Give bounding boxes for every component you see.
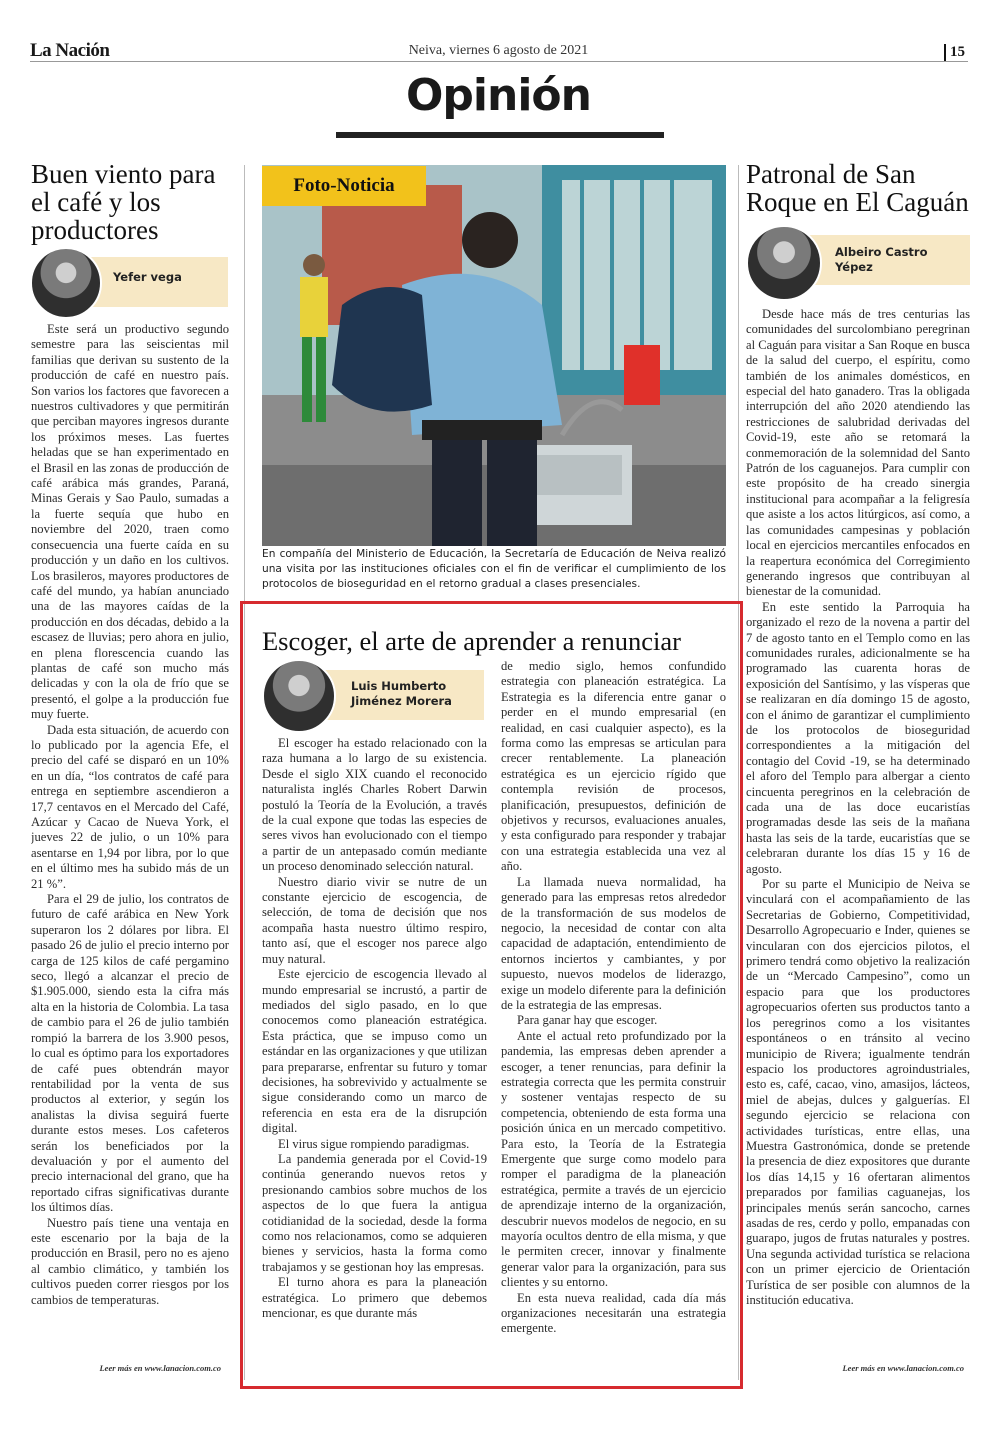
masthead-rule (30, 61, 968, 62)
newspaper-logo: La Nación (30, 40, 110, 61)
paragraph: Nuestro país tiene una ventaja en este escenario por la baja de la producción en Brasil, pero no es ajeno al cambio climático, y también los cultivos pueden correr riesgos por los cambios de temperaturas. (31, 1215, 229, 1307)
center-author-photo (262, 659, 336, 733)
paragraph: Este será un productivo segundo semestre para las seiscientas mil familias que derivan su sustento de la producción de café en nuestro país. Son varios los factores que favorecen a nuestros cultivadores y que permitirán que perciban mayores ingresos durante los próximos meses. Las fuertes heladas que se han experimentado en el Brasil en las zonas de producción de café arábica más grandes, Paraná, Minas Gerais y Sao Paulo, sumadas a la fuerte sequía que hubo en noviembre del 2020, traen como consecuencia una fuerte caída en su producción y un daño en los cultivos. Los brasileros, mayores productores de café del mundo, ya habían anunciado una de las mayores caídas de la producción en dos décadas, debido a la escasez de lluvias; pero ahora en julio, en plena florescencia cuando las plantas de café son mucho más delicadas y con la ola de frío que se presentó, el golpe a la producción fue muy fuerte. (31, 322, 229, 722)
center-author-first: Luis Humberto (351, 679, 447, 693)
paragraph: En esta nueva realidad, cada día más organizaciones necesitarán una estrategia emergente. (501, 1290, 726, 1336)
paragraph: de medio siglo, hemos confundido estrategia con planeación estratégica. La Estrategia es la diferencia entre ganar o perder en el mundo empresarial (en realidad, en casi cualquier aspecto), es la forma como las empresas se articulan para crecer rentablemente. La planeación estratégica es un ejercicio rígido que contempla revisión de procesos, planificación, presupuestos, definición de objetivos y recursos, evaluaciones anuales, y esta configurado para responder y trabajar con una estrategia establecida una vez al año. (501, 659, 726, 874)
paragraph: Ante el actual reto profundizado por la pandemia, las empresas deben aprender a escoger, a tener renuncias, para definir la estrategia correcta que les permita construir y sostener ventajas respecto de su competencia, obteniendo de esta forma una posición única en un mercado competitivo. Para esto, la Teoría de la Estrategia Emergente que surge como modelo para romper el paradigma de la planeación estratégica, permite a través de un ejercicio de aprendizaje interno de la organización, descubrir nuevos modelos de negocio, en su mayoría ocultos dentro de ella misma, y que le permiten crecer, innovar y finalmente generar valor para la organización, para sus clientes y su entorno. (501, 1028, 726, 1290)
center-article-title: Escoger, el arte de aprender a renunciar (262, 626, 682, 656)
right-author-last: Yépez (835, 260, 873, 274)
right-read-more-link[interactable]: Leer más en www.lanacion.com.co (842, 1363, 964, 1373)
paragraph: El virus sigue rompiendo paradigmas. (278, 1136, 470, 1151)
paragraph: Nuestro diario vivir se nutre de un constante ejercicio de escogencia, de selección, de toma de decisión que nos acompaña hasta nuestro último respiro, tanto así, que el escoger nos parece algo muy natural. (262, 874, 487, 966)
paragraph: Dada esta situación, de acuerdo con lo publicado por la agencia Efe, el precio del café se disparó en un 10% en un día, “los contratos de café para entrega en septiembre ascendieron a 17,7 centavos en el Mercado del Café, Azúcar y Cacao de Nueva York, el jueves 22 de julio, o un 10% para asentarse en 1,94 por libra, por lo que en el último mes ha subido más de un 21 %”. (31, 722, 229, 891)
section-title: Opinión (406, 70, 591, 121)
left-read-more-link[interactable]: Leer más en www.lanacion.com.co (99, 1363, 221, 1373)
left-author-photo (30, 247, 102, 319)
paragraph: Este ejercicio de escogencia llevado al mundo empresarial se incrustó, a partir de mediados del siglo pasado, en lo que conocemos como planeación estratégica. Esta práctica, que se impuso como un estándar en las organizaciones y que utilizan para prepararse, enfrentar su futuro y tomar decisiones, ha sobrevivido y actualmente se sigue considerando como un marco de referencia en esta era de la disrupción digital. (262, 967, 487, 1136)
left-article-body (31, 322, 229, 1362)
paragraph: El escoger ha estado relacionado con la raza humana a lo largo de su existencia. Desde el siglo XIX cuando el reconocido naturalista inglés Charles Robert Darwin postuló la Teoría de la Evolución, a través de la cual expone que todas las especies de seres vivos han evolucionado con el tiempo a partir de un antepasado común mediante un proceso denominado selección natural. (262, 736, 487, 874)
issue-date: Neiva, viernes 6 agosto de 2021 (408, 43, 589, 58)
paragraph: El turno ahora es para la planeación estratégica. Lo primero que debemos mencionar, es que durante más (262, 1275, 487, 1321)
paragraph: Para ganar hay que escoger. (517, 1013, 658, 1028)
paragraph: En este sentido la Parroquia ha organizado el rezo de la novena a partir del 7 de agosto tanto en el Templo como en las comunidades rurales, adicionalmente se ha programado las cuarenta horas de exposición del Santísimo, y las vísperas que se realizaran en día domingo 15 de agosto, con el ánimo de garantizar el cumplimiento de los protocolos de bioseguridad correspondientes a la mitigación del contagio del Covid -19, se ha determinado el aforo del Templo para albergar a ciento cincuenta peregrinos en la celebración de cada una de las doce eucaristías programadas desde las seis de la mañana hasta las seis de la tarde, eucaristías que se celebraran durante los días 15 y 16 de agosto. (746, 599, 970, 876)
left-article-title: Buen viento para el café y los productores (31, 159, 216, 245)
right-author-photo (746, 225, 822, 301)
right-article-title: Patronal de San Roque en El Caguán (746, 159, 969, 217)
right-author-first: Albeiro Castro (835, 245, 928, 259)
center-author-last: Jiménez Morera (351, 694, 452, 708)
paragraph: La llamada nueva normalidad, ha generado para las empresas retos alrededor de la transformación de sus modelos de negocio, la necesidad de contar con alta capacidad de adaptación, entendimiento de entornos inciertos y cambiantes, y por supuesto, nuevos modelos de liderazgo, exige un modelo diferente para la definición de la estrategia de las empresas. (501, 874, 726, 1012)
left-author-name: Yefer vega (113, 270, 182, 284)
page-number: 15 (944, 44, 965, 61)
center-author-name (351, 679, 452, 709)
center-article-col2 (501, 659, 726, 1377)
paragraph: La pandemia generada por el Covid-19 continúa generando nuevos retos y presionando cambios sobre muchos de los aspectos de lo que fuera la antigua cotidianidad de la sociedad, desde la forma como nos relacionamos, como se adquieren bienes y servicios, hasta la forma como trabajamos y se gestionan hoy las empresas. (262, 1151, 487, 1274)
photo-news-caption: En compañía del Ministerio de Educación, la Secretaría de Educación de Neiva realizó una visita por las instituciones oficiales con el fin de verificar el cumplimiento de los protocolos de bioseguridad en el retorno gradual a clases presenciales. (262, 548, 726, 590)
photo-news-label: Foto-Noticia (262, 166, 426, 206)
right-article-body (746, 307, 970, 1361)
paragraph: Para el 29 de julio, los contratos de futuro de café arábica en New York superaron los 2 dólares por libra. El pasado 26 de julio el precio interno por carga de 125 kilos de café pergamino seco, llegó a alcanzar el precio de $1.905.000, siendo esta la cifra más alta en la historia de Colombia. La tasa de cambio para el 26 de julio también rompió la barrera de los 3.900 pesos, lo cual es óptimo para los exportadores de café pues obtendrán mayor rentabilidad por la venta de sus productos al exterior, y según los analistas la divisa seguirá fuerte durante estos meses. Los cafeteros serán los beneficiados por la devaluación y por el aumento del precio internacional del grano, que ha reportado cifras significativas durante los últimos días. (31, 892, 229, 1215)
paragraph: Desde hace más de tres centurias las comunidades del surcolombiano peregrinan al Caguán para visitar a San Roque en busca de la salud del cuerpo, el espíritu, como también de los animales domésticos, en especial del hato ganadero. Tras la obligada interrupción del año 2020 atendiendo las restricciones de salubridad derivadas del Covid-19, este año se retomará la conmemoración de la solemnidad del Santo Patrón de los caguanejos. Para cumplir con este propósito de ha creado sinergia institucional para acompañar a la feligresía que asiste a los actos litúrgicos, así como, a las comunidades campesinas y población local en ejercicios mercantiles enfocados en la reapertura económica del Corregimiento generando ingresos que contribuyan al bienestar de la comunidad. (746, 307, 970, 599)
school-handwashing-photo (262, 165, 726, 546)
center-article-col1 (262, 736, 487, 1376)
right-author-name (835, 245, 928, 275)
photo-news-image (262, 165, 726, 546)
paragraph: Por su parte el Municipio de Neiva se vinculará con el acompañamiento de las Secretarias de Gobierno, Competitividad, Desarrollo Agropecuario e Inder, quienes se vincularan con dos ejercicios pilotos, el primero tendrá como objetivo la realización de un “Mercado Campesino”, como un espacio para que los productores agropecuarios oferten sus productos tanto a los peregrinos como a los visitantes espontáneos o en tránsito al vecino municipio de Rivera; igualmente tendrán espacio los productores agroindustriales, esto es, café, cacao, vino, amasijos, lácteos, miel de abejas, dulces y galguerías. El segundo ejercicio se relaciona con actividades turísticas, entre ellas, una Muestra Gastronómica, donde se pretende la presencia de diez expositores que durante los días 14,15 y 16 ofertaran alimentos preparados por familias caguanejas, los principales menús serán sancocho, carnes asadas de res, cerdo y pollo, empanadas con guarapo, jugos de frutas naturales y postres. Una segunda actividad turística se relaciona con un primer ejercicio de Orientación Turística de ser posible con alumnos de la institución educativa. (746, 877, 970, 1307)
section-title-underline (336, 132, 664, 138)
